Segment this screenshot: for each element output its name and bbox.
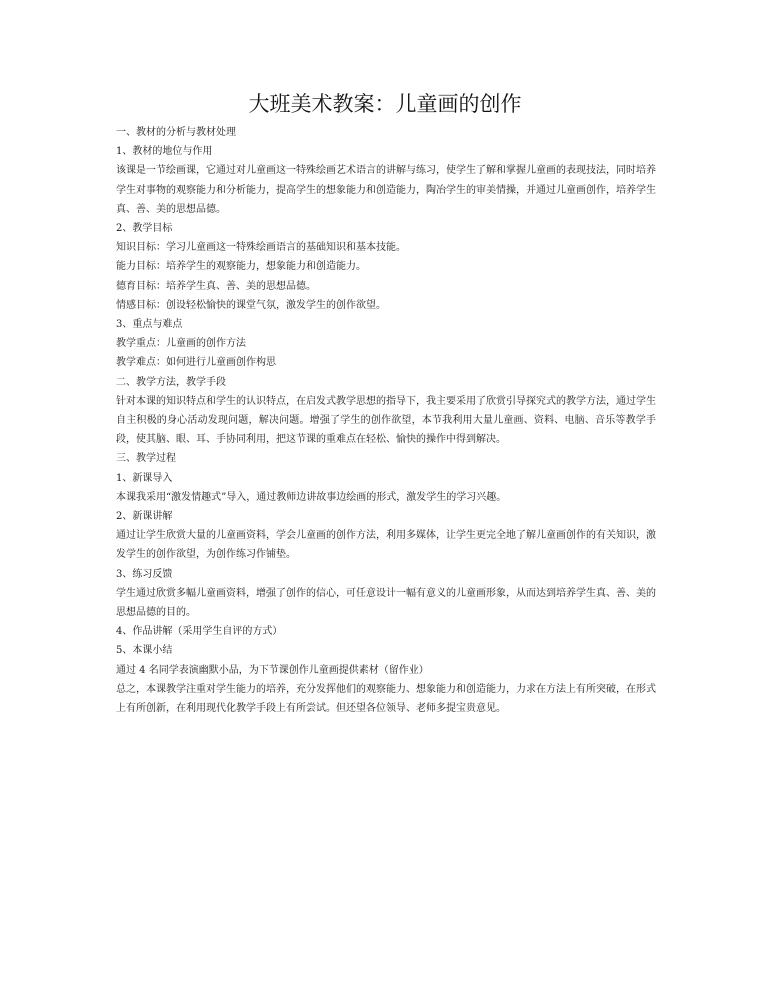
body-line: 4、作品讲解（采用学生自评的方式） xyxy=(116,626,283,638)
body-paragraph: 学生通过欣赏多幅儿童画资料，增强了创作的信心，可任意设计一幅有意义的儿童画形象，从而达到培养学生真、善、美的思想品德的目的。 xyxy=(116,587,656,619)
body-line: 知识目标：学习儿童画这一特殊绘画语言的基础知识和基本技能。 xyxy=(116,242,406,254)
document-body xyxy=(116,123,656,718)
body-paragraph: 该课是一节绘画课，它通过对儿童画这一特殊绘画艺术语言的讲解与练习，使学生了解和掌握儿童画的表现技法，同时培养学生对事物的观察能力和分析能力，提高学生的想象能力和创造能力，陶冶学生的审美情操，并通过儿童画创作，培养学生真、善、美的思想品德。 xyxy=(116,165,656,215)
body-line: 1、新课导入 xyxy=(116,472,173,484)
body-paragraph: 通过让学生欣赏大量的儿童画资料，学会儿童画的创作方法，利用多媒体，让学生更完全地了解儿童画创作的有关知识，激发学生的创作欲望，为创作练习作铺垫。 xyxy=(116,530,656,561)
body-line: 通过 4 名同学表演幽默小品，为下节课创作儿童画提供素材（留作业） xyxy=(116,664,429,676)
body-line: 1、教材的地位与作用 xyxy=(116,146,213,158)
body-line: 2、教学目标 xyxy=(116,223,173,235)
body-paragraph: 针对本课的知识特点和学生的认识特点，在启发式教学思想的指导下，我主要采用了欣赏引导探究式的教学方法，通过学生自主积极的身心活动发现问题，解决问题。增强了学生的创作欲望，本节我利用大量儿童画、资料、电脑、音乐等教学手段，使其脑、眼、耳、手协同利用，把这节课的重难点在轻松、愉快的操作中得到解决。 xyxy=(116,395,656,446)
body-line: 本课我采用“激发情趣式”导入，通过教师边讲故事边绘画的形式，激发学生的学习兴趣。 xyxy=(116,491,507,503)
body-paragraph: 总之，本课教学注重对学生能力的培养，充分发挥他们的观察能力、想象能力和创造能力，力求在方法上有所突破，在形式上有所创新，在利用现代化教学手段上有所尝试。但还望各位领导、老师多提宝贵意见。 xyxy=(116,683,656,715)
body-line: 5、本课小结 xyxy=(116,645,173,657)
body-line: 能力目标：培养学生的观察能力，想象能力和创造能力。 xyxy=(116,261,366,273)
body-line: 3、练习反馈 xyxy=(116,568,173,580)
body-line: 三、教学过程 xyxy=(116,453,176,465)
body-line: 二、教学方法，教学手段 xyxy=(116,376,226,388)
document-title: 大班美术教案：儿童画的创作 xyxy=(248,92,522,116)
body-line: 2、新课讲解 xyxy=(116,511,173,523)
body-line: 一、教材的分析与教材处理 xyxy=(116,127,236,138)
body-line: 教学重点：儿童画的创作方法 xyxy=(116,338,246,350)
body-line: 教学难点：如何进行儿童画创作构思 xyxy=(116,357,276,369)
body-line: 3、重点与难点 xyxy=(116,319,183,331)
body-line: 情感目标：创设轻松愉快的课堂气氛，激发学生的创作欲望。 xyxy=(116,299,386,311)
body-line: 德育目标：培养学生真、善、美的思想品德。 xyxy=(116,280,316,292)
